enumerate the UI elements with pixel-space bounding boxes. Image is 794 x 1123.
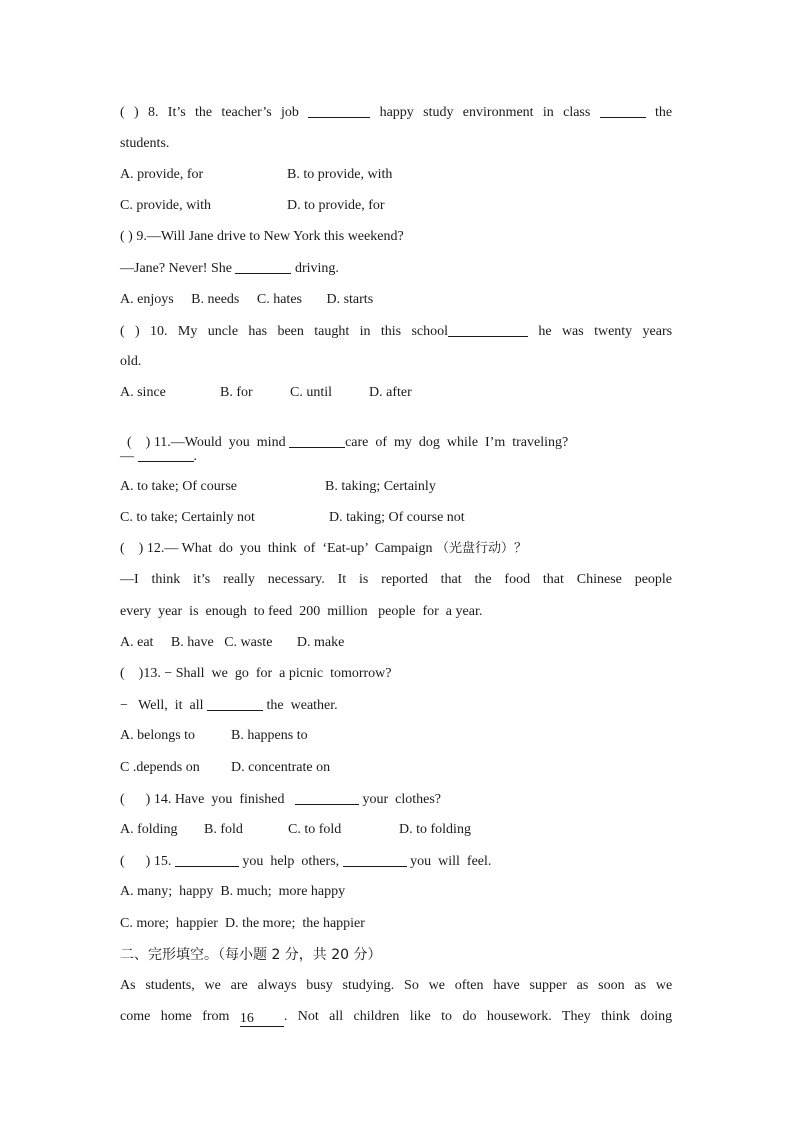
- option-a: A. since: [120, 385, 166, 400]
- answer-blank[interactable]: [600, 103, 646, 118]
- answer-blank[interactable]: [295, 790, 359, 805]
- answer-blank[interactable]: [343, 852, 407, 867]
- option-a: A. folding: [120, 822, 178, 837]
- q11-stem: ( ) 11.—Would you mind care of my dog while I’m traveling?: [127, 435, 569, 450]
- passage-line-2: come home from 16 . Not all children like to do housework. They think doing: [120, 1009, 673, 1026]
- option-b: B. happens to: [231, 728, 308, 743]
- q13-reply: − Well, it all the weather.: [120, 698, 338, 713]
- option-b: B. fold: [204, 822, 243, 837]
- q11-reply: — .: [120, 449, 197, 464]
- answer-blank[interactable]: [235, 259, 291, 274]
- option-c: C. to take; Certainly not: [120, 510, 255, 525]
- q13-stem: ( )13. − Shall we go for a picnic tomorrow?: [120, 666, 392, 681]
- q12-options: A. eat B. have C. waste D. make: [120, 635, 345, 650]
- q10-stem: ( ) 10. My uncle has been taught in this school he was twenty years: [120, 324, 673, 339]
- option-b: B. to provide, with: [287, 167, 393, 182]
- option-c: C. provide, with: [120, 198, 211, 213]
- option-b: B. taking; Certainly: [325, 479, 436, 494]
- option-b: B. for: [220, 385, 253, 400]
- option-d: D. after: [369, 385, 412, 400]
- option-d: D. taking; Of course not: [329, 510, 465, 525]
- section-heading: 二、完形填空。（每小题 2 分，共 20 分）: [120, 947, 382, 963]
- q9-options: A. enjoys B. needs C. hates D. starts: [120, 292, 374, 307]
- q15-options-ab: A. many; happy B. much; more happy: [120, 884, 346, 899]
- q15-options-cd: C. more; happier D. the more; the happier: [120, 916, 365, 931]
- option-a: A. belongs to: [120, 728, 196, 743]
- q10-stem-cont: old.: [120, 354, 142, 369]
- option-a: A. provide, for: [120, 167, 204, 182]
- option-d: D. to provide, for: [287, 198, 385, 213]
- q15-stem: ( ) 15. you help others, you will feel.: [120, 854, 492, 869]
- option-c: C. until: [290, 385, 333, 400]
- q12-stem: ( ) 12.— What do you think of ‘Eat-up’ Campaign （光盘行动）？: [120, 541, 527, 556]
- option-c: C. to fold: [288, 822, 342, 837]
- answer-blank[interactable]: [308, 103, 370, 118]
- q14-stem: ( ) 14. Have you finished your clothes?: [120, 792, 441, 807]
- answer-blank[interactable]: [448, 322, 528, 337]
- answer-blank[interactable]: [175, 852, 239, 867]
- cloze-blank-16[interactable]: [240, 1010, 284, 1027]
- answer-blank[interactable]: [138, 447, 194, 462]
- q9-reply: —Jane? Never! She driving.: [120, 261, 339, 276]
- option-a: A. to take; Of course: [120, 479, 238, 494]
- q8-stem: ( ) 8. It’s the teacher’s job happy study environment in class the: [120, 105, 673, 120]
- option-c: C .depends on: [120, 760, 200, 775]
- option-d: D. concentrate on: [231, 760, 331, 775]
- q12-reply-line2: every year is enough to feed 200 million people for a year.: [120, 604, 483, 619]
- q8-stem-cont: students.: [120, 136, 170, 151]
- answer-blank[interactable]: [207, 696, 263, 711]
- cloze-number: 16: [239, 1011, 254, 1026]
- q12-reply-line1: —I think it’s really necessary. It is reported that the food that Chinese people: [120, 572, 673, 587]
- passage-line-1: As students, we are always busy studying. So we often have supper as soon as we: [120, 978, 673, 993]
- answer-blank[interactable]: [289, 433, 345, 448]
- q9-stem: ( ) 9.—Will Jane drive to New York this weekend?: [120, 229, 404, 244]
- option-d: D. to folding: [399, 822, 471, 837]
